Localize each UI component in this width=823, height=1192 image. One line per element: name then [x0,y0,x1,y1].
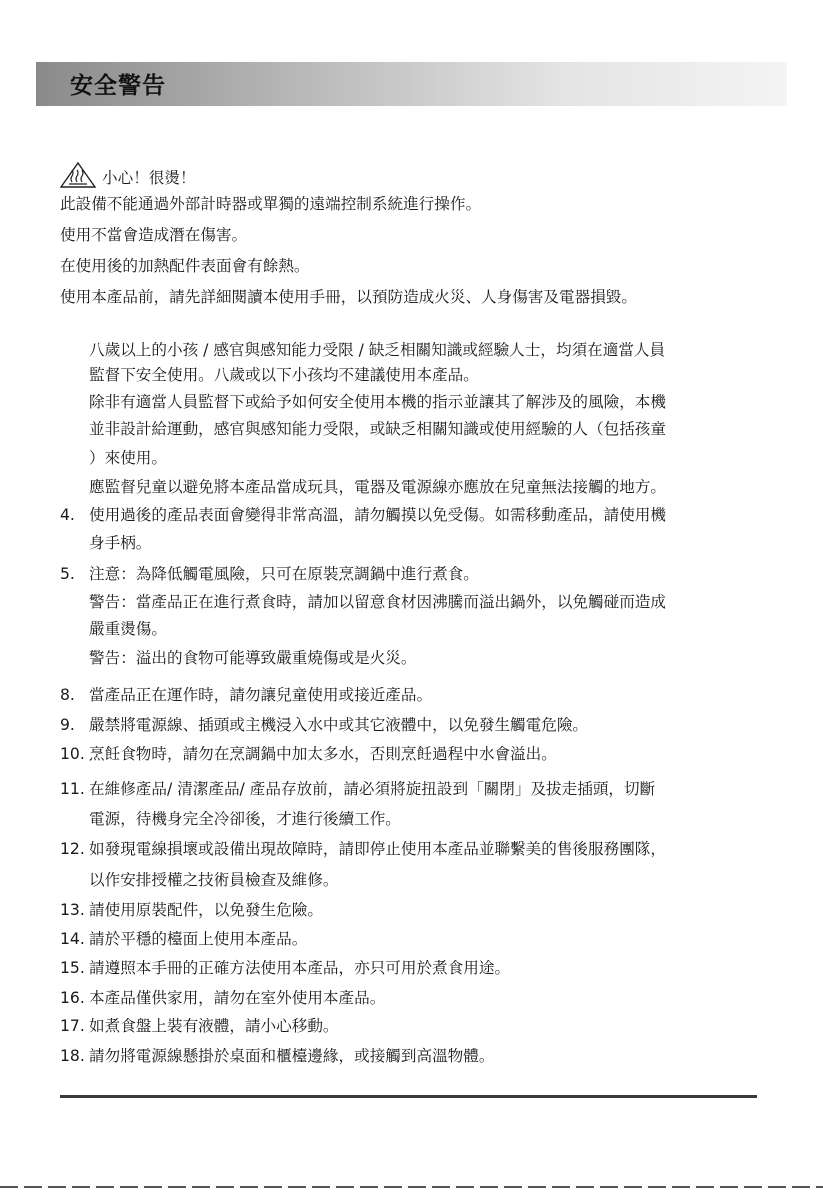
item-line: 使用過後的產品表面會變得非常高溫，請勿觸摸以免受傷。如需移動產品，請使用機 [89,506,666,524]
item-number: 8. [60,686,75,704]
item-line: 以作安排授權之技術員檢查及維修。 [89,871,339,889]
item-number: 17. [60,1017,85,1035]
indented-line: ）來使用。 [89,449,167,467]
item-number: 15. [60,959,85,977]
indented-line: 應監督兒童以避免將本產品當成玩具，電器及電源線亦應放在兒童無法接觸的地方。 [89,478,666,496]
item-number: 11. [60,780,85,798]
intro-line: 使用本產品前，請先詳細閱讀本使用手冊，以預防造成火災、人身傷害及電器損毀。 [60,288,637,306]
indented-line: 並非設計給運動，感官與感知能力受限，或缺乏相關知識或使用經驗的人（包括孩童 [89,420,666,438]
item-line: 請使用原裝配件，以免發生危險。 [89,901,323,919]
item-number: 9. [60,716,75,734]
item-number: 14. [60,930,85,948]
indented-line: 除非有適當人員監督下或給予如何安全使用本機的指示並讓其了解涉及的風險，本機 [89,393,666,411]
bottom-divider [60,1095,757,1098]
intro-line: 在使用後的加熱配件表面會有餘熱。 [60,257,310,275]
item-line: 請於平穩的檯面上使用本產品。 [89,930,308,948]
intro-line: 此設備不能通過外部計時器或單獨的遠端控制系統進行操作。 [60,195,482,213]
item-line: 嚴重燙傷。 [89,620,167,638]
item-line: 電源，待機身完全冷卻後，才進行後續工作。 [89,810,401,828]
item-line: 當產品正在運作時，請勿讓兒童使用或接近產品。 [89,686,433,704]
item-number: 10. [60,745,85,763]
hot-surface-warning-icon [60,162,96,188]
item-line: 如發現電線損壞或設備出現故障時，請即停止使用本產品並聯繫美的售後服務團隊， [89,840,666,858]
item-line: 警告：溢出的食物可能導致嚴重燒傷或是火災。 [89,649,417,667]
item-line: 嚴禁將電源線、插頭或主機浸入水中或其它液體中，以免發生觸電危險。 [89,716,589,734]
item-number: 4. [60,506,75,524]
item-number: 16. [60,989,85,1007]
page-title: 安全警告 [70,73,166,99]
item-line: 在維修產品/ 清潔產品/ 產品存放前，請必須將旋扭設到「關閉」及拔走插頭，切斷 [89,780,656,798]
item-line: 身手柄。 [89,534,152,552]
indented-line: 八歲以上的小孩 / 感官與感知能力受限 / 缺乏相關知識或經驗人士，均須在適當人員 [89,341,666,359]
intro-line: 使用不當會造成潛在傷害。 [60,226,248,244]
caution-text: 小心！很燙！ [102,169,196,187]
item-number: 18. [60,1047,85,1065]
item-line: 請勿將電源線懸掛於桌面和櫃檯邊緣，或接觸到高溫物體。 [89,1047,495,1065]
indented-line: 監督下安全使用。八歲或以下小孩均不建議使用本產品。 [89,366,479,384]
item-line: 警告：當產品正在進行煮食時，請加以留意食材因沸騰而溢出鍋外，以免觸碰而造成 [89,593,666,611]
item-line: 本產品僅供家用，請勿在室外使用本產品。 [89,989,386,1007]
item-number: 13. [60,901,85,919]
item-number: 5. [60,565,75,583]
item-line: 如煮食盤上裝有液體，請小心移動。 [89,1017,339,1035]
item-line: 注意：為降低觸電風險，只可在原裝烹調鍋中進行煮食。 [89,565,479,583]
page-edge-dashes [0,1186,823,1188]
item-line: 烹飪食物時，請勿在烹調鍋中加太多水，否則烹飪過程中水會溢出。 [89,745,557,763]
item-number: 12. [60,840,85,858]
item-line: 請遵照本手冊的正確方法使用本產品，亦只可用於煮食用途。 [89,959,511,977]
